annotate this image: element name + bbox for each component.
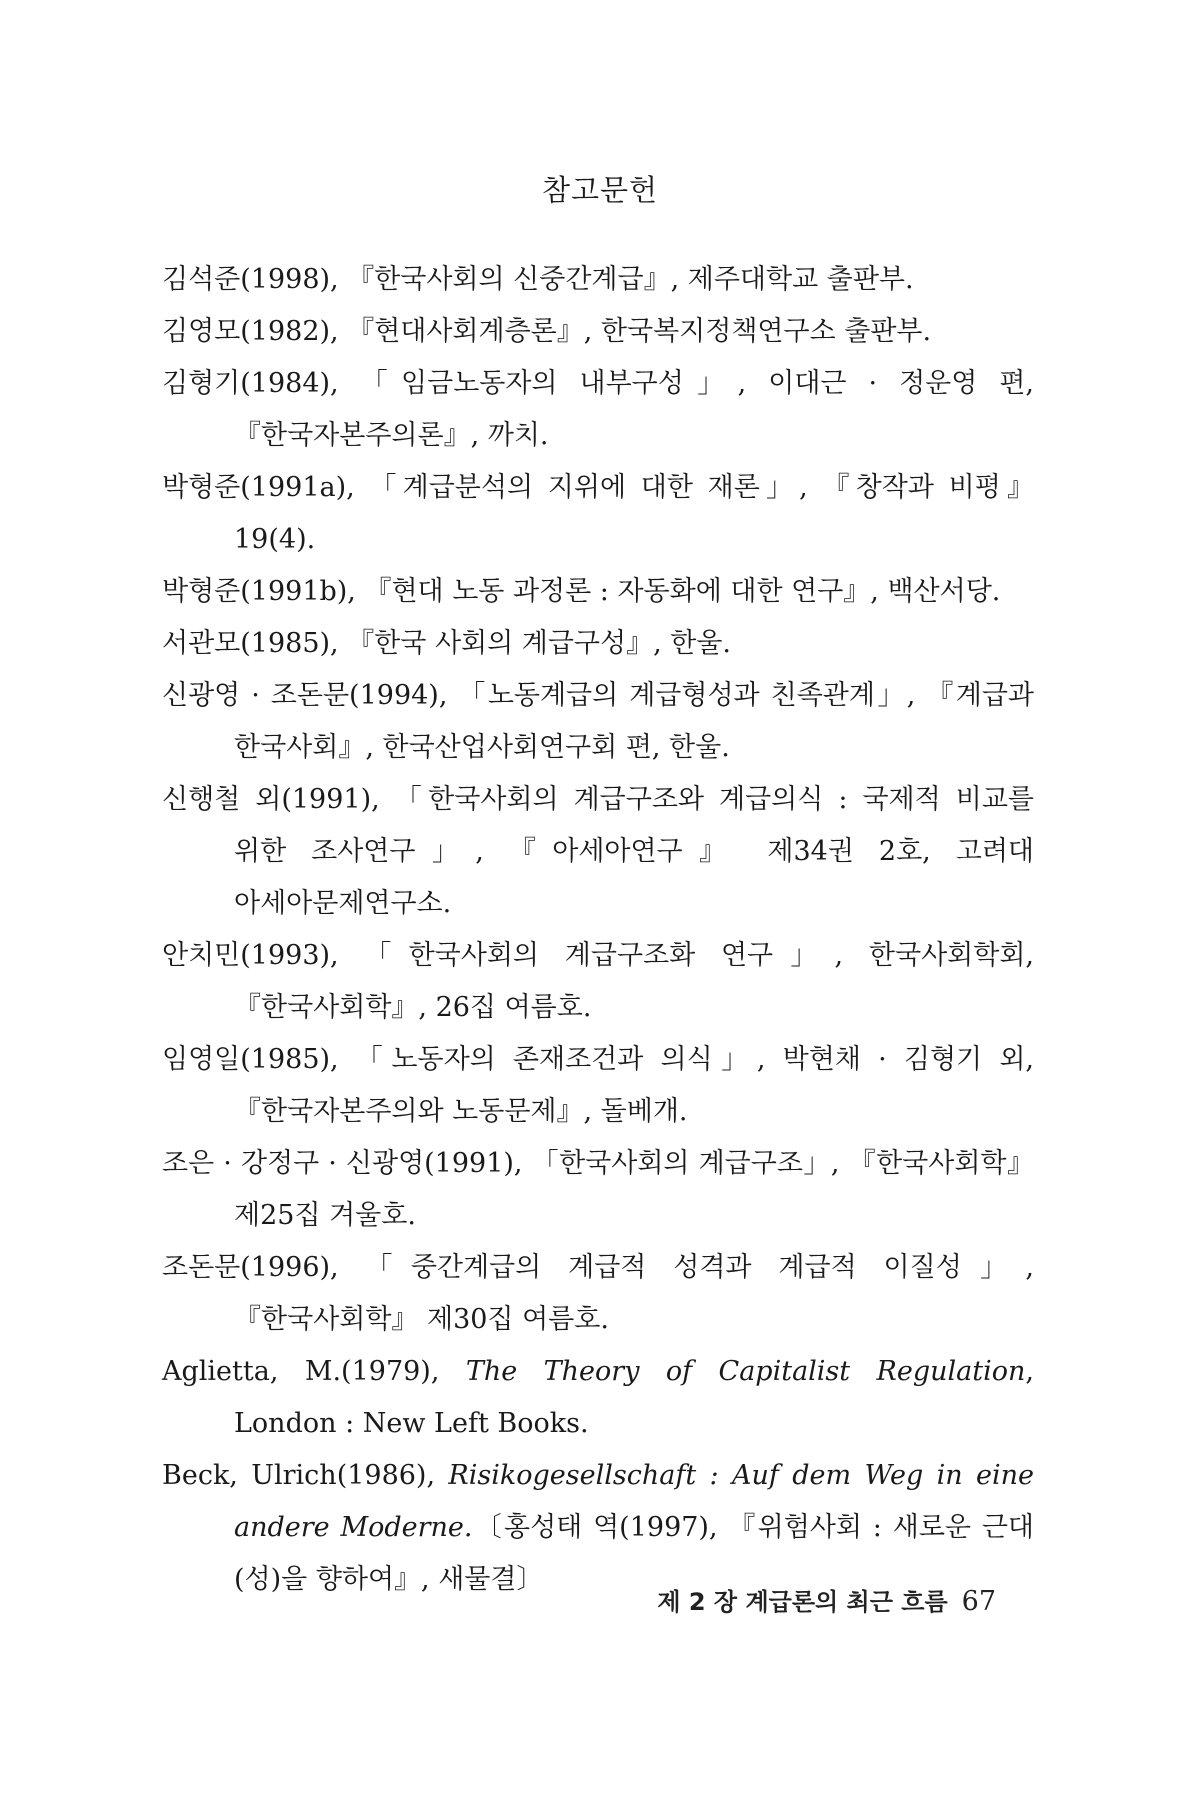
reference-entry: 안치민(1993), 「한국사회의 계급구조화 연구」, 한국사회학회, 『한국사회학』, 26집 여름호. [162, 940, 1034, 1023]
reference-author-year: Aglietta, M.(1979), [162, 1356, 466, 1387]
reference-book-title: Risikogesellschaft : Auf dem Weg in eine andere Moderne. [234, 1460, 1034, 1543]
reference-entry: 김영모(1982), 『현대사회계층론』, 한국복지정책연구소 출판부. [162, 316, 932, 347]
reference-entry: 김형기(1984), 「임금노동자의 내부구성」, 이대근 · 정운영 편, 『한국자본주의론』, 까치. [162, 368, 1034, 451]
page-title: 참고문헌 [541, 173, 659, 207]
reference-entry: 조은 · 강정구 · 신광영(1991), 「한국사회의 계급구조」, 『한국사회학』 제25집 겨울호. [162, 1148, 1034, 1231]
reference-entry: 임영일(1985), 「노동자의 존재조건과 의식」, 박현채 · 김형기 외, 『한국자본주의와 노동문제』, 돌베개. [162, 1044, 1034, 1127]
reference-book-title: The Theory of Capitalist Regulation [465, 1356, 1026, 1387]
chapter-title: 제 2 장 계급론의 최근 흐름 [657, 1588, 948, 1616]
reference-translation-note: 〔홍성태 역(1997), 『위험사회 : 새로운 근대(성)을 향하여』, 새물결〕 [234, 1512, 1034, 1595]
reference-publisher: , London : New Left Books. [234, 1356, 1034, 1439]
reference-list [162, 254, 1034, 1606]
reference-entry: 신행철 외(1991), 「한국사회의 계급구조와 계급의식 : 국제적 비교를 위한 조사연구」, 『아세아연구』 제34권 2호, 고려대 아세아문제연구소. [162, 784, 1034, 919]
reference-entry: 김석준(1998), 『한국사회의 신중간계급』, 제주대학교 출판부. [162, 264, 914, 295]
reference-author-year: Beck, Ulrich(1986), [162, 1460, 449, 1491]
reference-entry [162, 1346, 1034, 1450]
reference-entry: 조돈문(1996), 「중간계급의 계급적 성격과 계급적 이질성」, 『한국사회학』 제30집 여름호. [162, 1252, 1034, 1335]
reference-entry: 서관모(1985), 『한국 사회의 계급구성』, 한울. [162, 628, 732, 659]
reference-entry: 박형준(1991a), 「계급분석의 지위에 대한 재론」, 『창작과 비평』 19(4). [162, 472, 1034, 555]
reference-entry: 신광영 · 조돈문(1994), 「노동계급의 계급형성과 친족관계」, 『계급과 한국사회』, 한국산업사회연구회 편, 한울. [162, 680, 1034, 763]
reference-entry: 박형준(1991b), 『현대 노동 과정론 : 자동화에 대한 연구』, 백산서당. [162, 576, 1001, 607]
running-footer [657, 1582, 996, 1617]
page-number: 67 [961, 1586, 996, 1617]
